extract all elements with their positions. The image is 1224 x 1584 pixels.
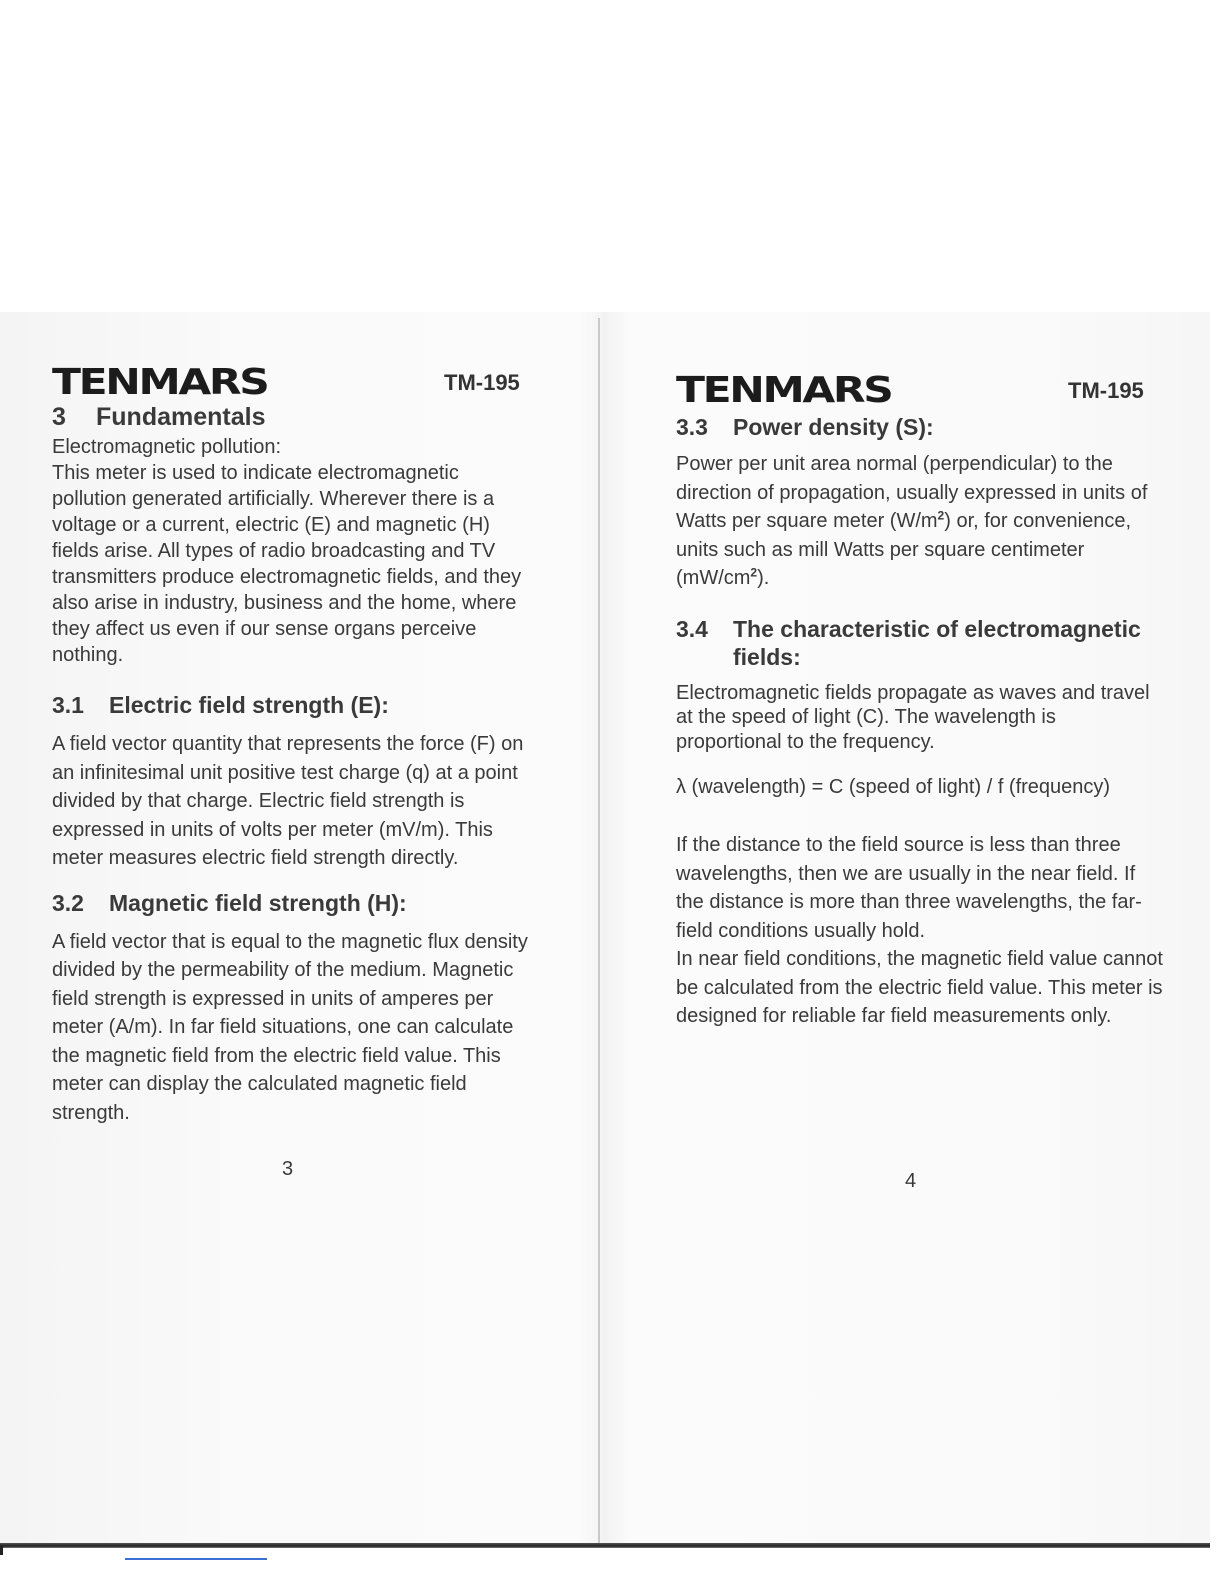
model-number: TM-195 bbox=[1068, 378, 1144, 403]
near-far-field-paragraph: If the distance to the field source is less than three wavelengths, then we are usually in the near field. If the distance is more than three wavelengths, the far-field conditions usually hold. bbox=[676, 834, 1142, 942]
intro-paragraph: This meter is used to indicate electromagnetic pollution generated artificially. Wherever there is a voltage or a current, electric (E) and magnetic (H) fields arise. All types of radio broadcasting and TV transmitters produce electromagnetic fields, and they also arise in industry, business and the home, where they affect us even if our sense organs perceive nothing. bbox=[52, 462, 522, 666]
section-title: Power density (S): bbox=[733, 414, 934, 440]
booklet-bottom-edge bbox=[0, 1543, 1210, 1548]
booklet-spine bbox=[598, 318, 600, 1546]
left-page bbox=[52, 362, 536, 1180]
electric-field-paragraph: A field vector quantity that represents the force (F) on an infinitesimal unit positive test charge (q) at a point divided by that charge. Electric field strength is expressed in units of volts per meter (mV/m). This meter measures electric field strength directly. bbox=[52, 733, 524, 869]
scan-artifact-tick bbox=[0, 1545, 3, 1555]
page-number: 4 bbox=[905, 1170, 917, 1192]
section-heading-3-2 bbox=[52, 889, 536, 917]
section-title: The characteristic of electromagnetic fields: bbox=[733, 615, 1141, 670]
section-title: Fundamentals bbox=[96, 403, 266, 431]
section-number: 3.1 bbox=[52, 692, 84, 718]
right-page bbox=[676, 370, 1166, 1192]
section-heading-3-3 bbox=[676, 413, 1166, 441]
section-title: Electric field strength (E): bbox=[109, 692, 389, 718]
far-field-note-paragraph: In near field conditions, the magnetic field value cannot be calculated from the electric field value. This meter is designed for reliable far field measurements only. bbox=[676, 948, 1163, 1027]
section-heading-fundamentals bbox=[52, 403, 536, 432]
section-title: Magnetic field strength (H): bbox=[109, 889, 407, 916]
left-page-header bbox=[52, 362, 536, 402]
em-fields-paragraph: Electromagnetic fields propagate as waves and travel at the speed of light (C). The wavelength is proportional to the frequency. bbox=[676, 681, 1150, 753]
page-number: 3 bbox=[282, 1158, 294, 1180]
model-number: TM-195 bbox=[444, 370, 520, 395]
brand-logo: TENMARS bbox=[52, 362, 268, 403]
blue-underline-artifact bbox=[125, 1558, 267, 1560]
section-heading-3-4 bbox=[676, 615, 1166, 671]
section-number: 3.4 bbox=[676, 615, 708, 642]
section-heading-3-1 bbox=[52, 691, 536, 719]
magnetic-field-paragraph: A field vector that is equal to the magnetic flux density divided by the permeability of the medium. Magnetic field strength is expressed in units of amperes per meter (A/m). In far field situations, one can calculate the magnetic field from the electric field value. This meter can display the calculated magnetic field strength. bbox=[52, 930, 528, 1124]
section-number: 3.3 bbox=[676, 414, 708, 440]
section-number: 3.2 bbox=[52, 889, 84, 916]
intro-label: Electromagnetic pollution: bbox=[52, 436, 282, 458]
wavelength-formula: λ (wavelength) = C (speed of light) / f (frequency) bbox=[676, 776, 1111, 798]
section-number: 3 bbox=[52, 403, 66, 431]
power-density-paragraph: Power per unit area normal (perpendicular) to the direction of propagation, usually expressed in units of Watts per square meter $(W/m^2)$ or, for convenience, units such as mill Watts per square centimeter $(mW/cm^2)$. bbox=[676, 453, 1148, 589]
right-page-header bbox=[676, 370, 1166, 410]
brand-logo: TENMARS bbox=[676, 370, 892, 411]
